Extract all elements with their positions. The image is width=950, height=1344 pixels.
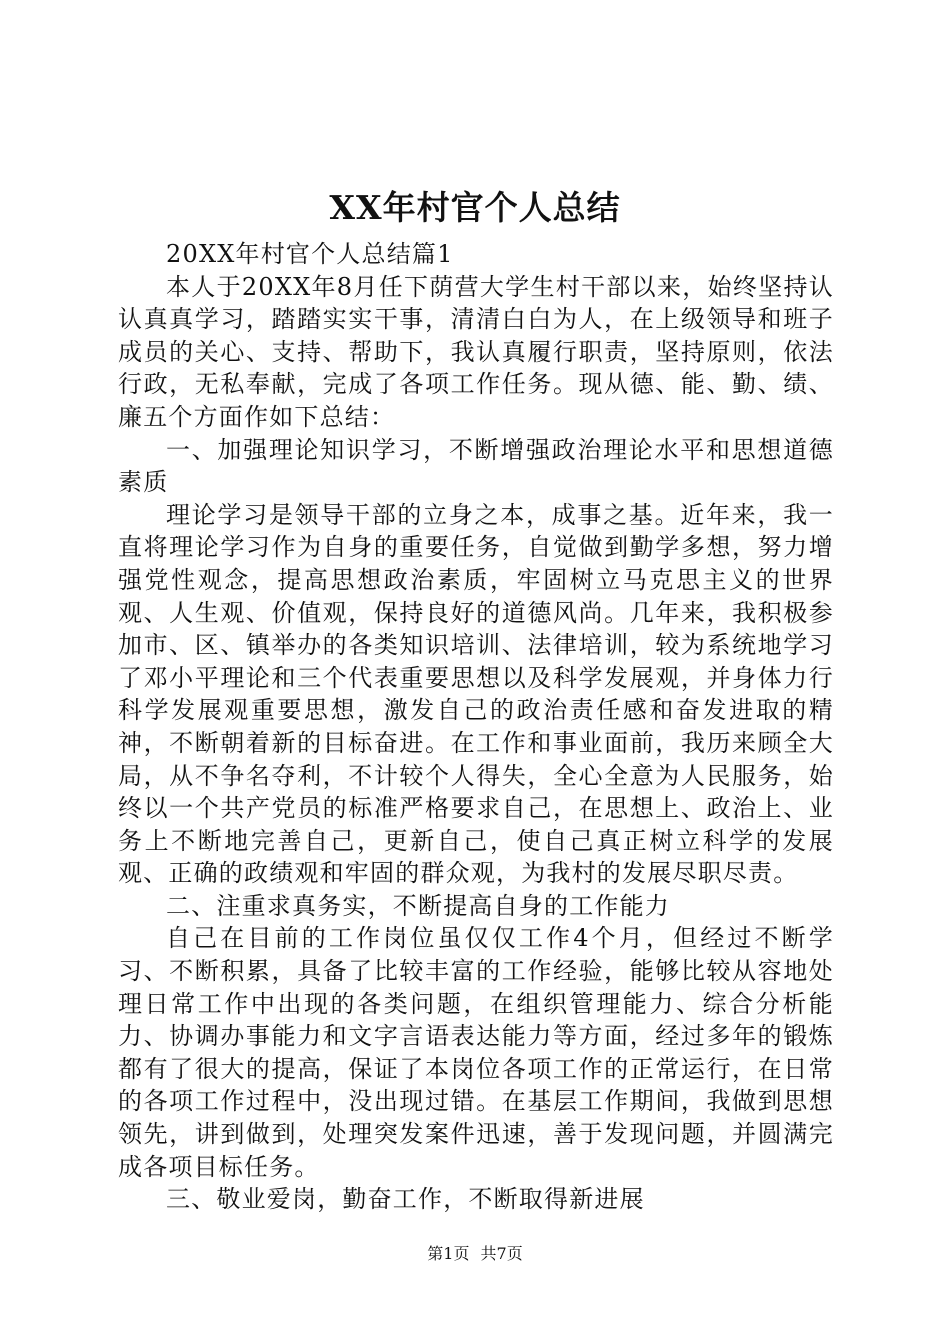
- page-total: 共7页: [480, 1244, 523, 1263]
- document-body: [118, 238, 834, 1216]
- page-number: 第1页: [427, 1244, 470, 1263]
- intro-paragraph: 本人于20XX年8月任下荫营大学生村干部以来，始终坚持认认真真学习，踏踏实实干事，清清白白为人，在上级领导和班子成员的关心、支持、帮助下，我认真履行职责，坚持原则，依法行政，无私奉献，完成了各项工作任务。现从德、能、勤、绩、廉五个方面作如下总结：: [118, 272, 834, 431]
- page-footer: [0, 1243, 950, 1265]
- body-paragraph-1: 理论学习是领导干部的立身之本，成事之基。近年来，我一直将理论学习作为自身的重要任务，自觉做到勤学多想，努力增强党性观念，提高思想政治素质，牢固树立马克思主义的世界观、人生观、价值观，保持良好的道德风尚。几年来，我积极参加市、区、镇举办的各类知识培训、法律培训，较为系统地学习了邓小平理论和三个代表重要思想以及科学发展观，并身体力行科学发展观重要思想，激发自己的政治责任感和奋发进取的精神，不断朝着新的目标奋进。在工作和事业面前，我历来顾全大局，从不争名夺利，不计较个人得失，全心全意为人民服务，始终以一个共产党员的标准严格要求自己，在思想上、政治上、业务上不断地完善自己，更新自己，使自己真正树立科学的发展观、正确的政绩观和牢固的群众观，为我村的发展尽职尽责。: [118, 500, 834, 888]
- section-heading-1: 一、加强理论知识学习，不断增强政治理论水平和思想道德素质: [118, 435, 834, 497]
- section-subtitle: 20XX年村官个人总结篇1: [166, 240, 454, 268]
- document-title: XX年村官个人总结: [329, 188, 621, 227]
- section-heading-2: 二、注重求真务实，不断提高自身的工作能力: [166, 891, 670, 920]
- body-paragraph-2: 自己在目前的工作岗位虽仅仅工作4个月，但经过不断学习、不断积累，具备了比较丰富的工作经验，能够比较从容地处理日常工作中出现的各类问题，在组织管理能力、综合分析能力、协调办事能力和文字言语表达能力等方面，经过多年的锻炼都有了很大的提高，保证了本岗位各项工作的正常运行，在日常的各项工作过程中，没出现过错。在基层工作期间，我做到思想领先，讲到做到，处理突发案件迅速，善于发现问题，并圆满完成各项目标任务。: [118, 924, 834, 1181]
- section-heading-3: 三、敬业爱岗，勤奋工作，不断取得新进展: [166, 1185, 645, 1214]
